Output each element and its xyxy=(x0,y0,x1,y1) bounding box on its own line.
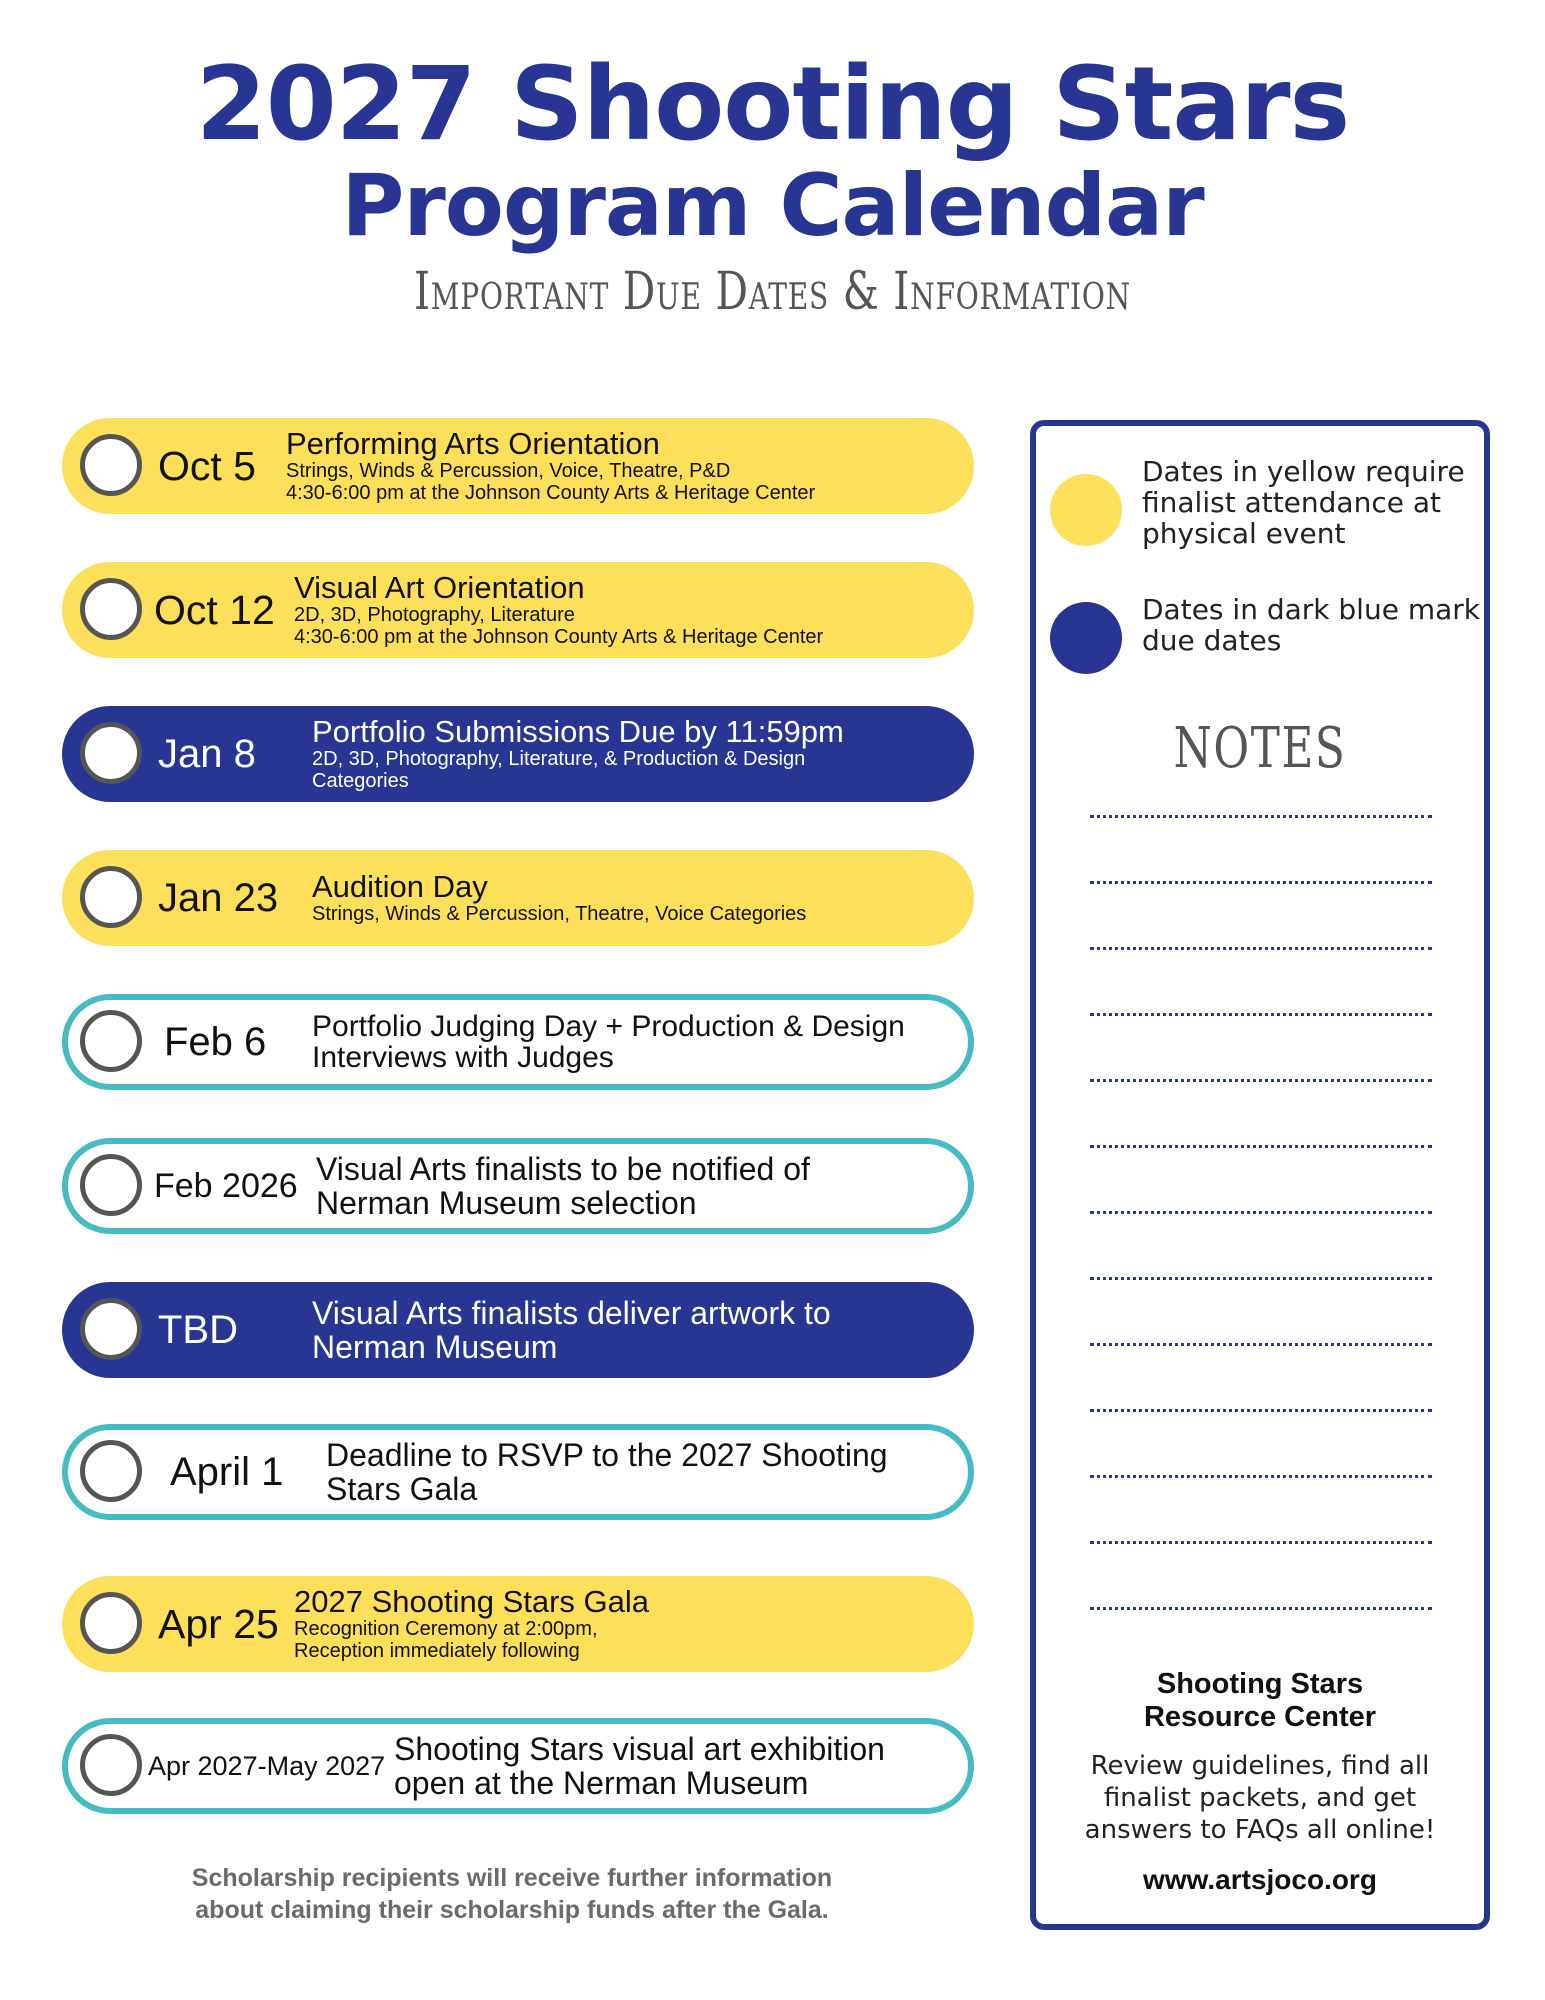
event-detail: Strings, Winds & Percussion, Theatre, Voice Categories xyxy=(312,903,807,925)
event-line: Shooting Stars visual art exhibition xyxy=(394,1731,885,1767)
scholarship-note xyxy=(62,1862,962,1926)
event-oct-12 xyxy=(62,562,974,658)
checkbox-circle-icon[interactable] xyxy=(80,1298,142,1360)
event-date: Feb 2026 xyxy=(154,1167,298,1205)
event-line: Visual Arts finalists deliver artwork to xyxy=(312,1295,831,1331)
event-text xyxy=(294,562,823,658)
checkbox-circle-icon[interactable] xyxy=(80,578,142,640)
scholarship-note-line: Scholarship recipients will receive further information xyxy=(191,1864,833,1892)
event-feb-2026 xyxy=(62,1138,974,1234)
event-date: Oct 12 xyxy=(154,587,275,633)
event-detail: Categories xyxy=(312,770,409,792)
note-line[interactable] xyxy=(1090,1079,1432,1082)
event-detail: Recognition Ceremony at 2:00pm, xyxy=(294,1618,598,1640)
page-subtitle: Important Due Dates & Information xyxy=(413,262,1132,322)
event-line: Visual Arts finalists to be notified of xyxy=(316,1151,810,1187)
note-line[interactable] xyxy=(1090,1145,1432,1148)
legend-blue-text: Dates in dark blue mark due dates xyxy=(1142,593,1480,657)
event-date: Oct 5 xyxy=(158,443,256,489)
notes-title: NOTES xyxy=(1173,716,1347,781)
event-date: April 1 xyxy=(170,1450,284,1494)
event-title: Performing Arts Orientation xyxy=(286,426,660,461)
note-line[interactable] xyxy=(1090,1013,1432,1016)
event-line: Nerman Museum xyxy=(312,1329,558,1365)
event-title: 2027 Shooting Stars Gala xyxy=(294,1584,650,1619)
event-date: Jan 8 xyxy=(158,732,256,776)
event-detail: 2D, 3D, Photography, Literature, & Production & Design xyxy=(312,748,806,770)
resource-title-line: Resource Center xyxy=(1143,1701,1377,1733)
event-detail: Strings, Winds & Percussion, Voice, Theatre, P&D xyxy=(286,460,731,482)
checkbox-circle-icon[interactable] xyxy=(80,722,142,784)
note-line[interactable] xyxy=(1090,1475,1432,1478)
legend-yellow-text: Dates in yellow require finalist attendance at physical event xyxy=(1142,455,1465,550)
resource-title-line: Shooting Stars xyxy=(1156,1668,1364,1700)
event-text xyxy=(294,1576,649,1672)
event-jan-8 xyxy=(62,706,974,802)
note-line[interactable] xyxy=(1090,815,1432,818)
event-apr-25 xyxy=(62,1576,974,1672)
event-text xyxy=(286,418,815,514)
event-detail: 4:30-6:00 pm at the Johnson County Arts & Heritage Center xyxy=(294,626,824,648)
event-tbd xyxy=(62,1282,974,1378)
event-date: Apr 25 xyxy=(158,1601,279,1647)
event-text xyxy=(312,994,905,1090)
event-oct-5 xyxy=(62,418,974,514)
scholarship-note-line: about claiming their scholarship funds after the Gala. xyxy=(195,1896,829,1924)
event-line: Portfolio Judging Day + Production & Design xyxy=(312,1010,905,1043)
page-title-line2: Program Calendar xyxy=(341,156,1204,256)
checkbox-circle-icon[interactable] xyxy=(80,1010,142,1072)
page-title: 2027 Shooting Stars xyxy=(195,45,1350,164)
checkbox-circle-icon[interactable] xyxy=(80,1440,142,1502)
event-line: Nerman Museum selection xyxy=(316,1185,697,1221)
event-date: Jan 23 xyxy=(158,876,279,920)
blue-dot-icon xyxy=(1050,602,1122,674)
event-detail: Reception immediately following xyxy=(294,1640,580,1662)
yellow-dot-icon xyxy=(1050,474,1122,546)
note-line[interactable] xyxy=(1090,1607,1432,1610)
checkbox-circle-icon[interactable] xyxy=(80,1592,142,1654)
event-feb-6 xyxy=(62,994,974,1090)
event-apr-may-2027 xyxy=(62,1718,974,1814)
event-text xyxy=(326,1424,888,1520)
event-line: Deadline to RSVP to the 2027 Shooting xyxy=(326,1437,888,1473)
sidebar-panel xyxy=(1030,420,1490,1930)
event-title: Visual Art Orientation xyxy=(294,570,585,605)
event-date: TBD xyxy=(158,1308,238,1352)
checkbox-circle-icon[interactable] xyxy=(80,866,142,928)
event-text xyxy=(312,850,806,946)
checkbox-circle-icon[interactable] xyxy=(80,434,142,496)
event-title: Portfolio Submissions Due by 11:59pm xyxy=(312,714,844,749)
event-date: Apr 2027-May 2027 xyxy=(148,1751,386,1781)
event-text xyxy=(312,706,844,802)
note-line[interactable] xyxy=(1090,1409,1432,1412)
event-text xyxy=(312,1282,831,1378)
event-title: Audition Day xyxy=(312,869,488,904)
event-date: Feb 6 xyxy=(164,1020,267,1064)
event-detail: 4:30-6:00 pm at the Johnson County Arts & Heritage Center xyxy=(286,482,816,504)
event-jan-23 xyxy=(62,850,974,946)
event-text xyxy=(316,1138,810,1234)
event-line: Stars Gala xyxy=(326,1471,478,1507)
resource-center-text: Review guidelines, find all finalist packets, and get answers to FAQs all online! xyxy=(1084,1751,1436,1845)
resource-center-title xyxy=(1036,1668,1484,1734)
note-line[interactable] xyxy=(1090,1541,1432,1544)
note-line[interactable] xyxy=(1090,881,1432,884)
note-line[interactable] xyxy=(1090,1211,1432,1214)
checkbox-circle-icon[interactable] xyxy=(80,1154,142,1216)
event-detail: 2D, 3D, Photography, Literature xyxy=(294,604,575,626)
note-line[interactable] xyxy=(1090,947,1432,950)
event-line: Interviews with Judges xyxy=(312,1041,614,1074)
note-line[interactable] xyxy=(1090,1277,1432,1280)
event-april-1 xyxy=(62,1424,974,1520)
event-line: open at the Nerman Museum xyxy=(394,1765,809,1801)
checkbox-circle-icon[interactable] xyxy=(80,1734,142,1796)
event-text xyxy=(394,1718,885,1814)
website-link[interactable]: www.artsjoco.org xyxy=(1143,1864,1377,1895)
note-line[interactable] xyxy=(1090,1343,1432,1346)
